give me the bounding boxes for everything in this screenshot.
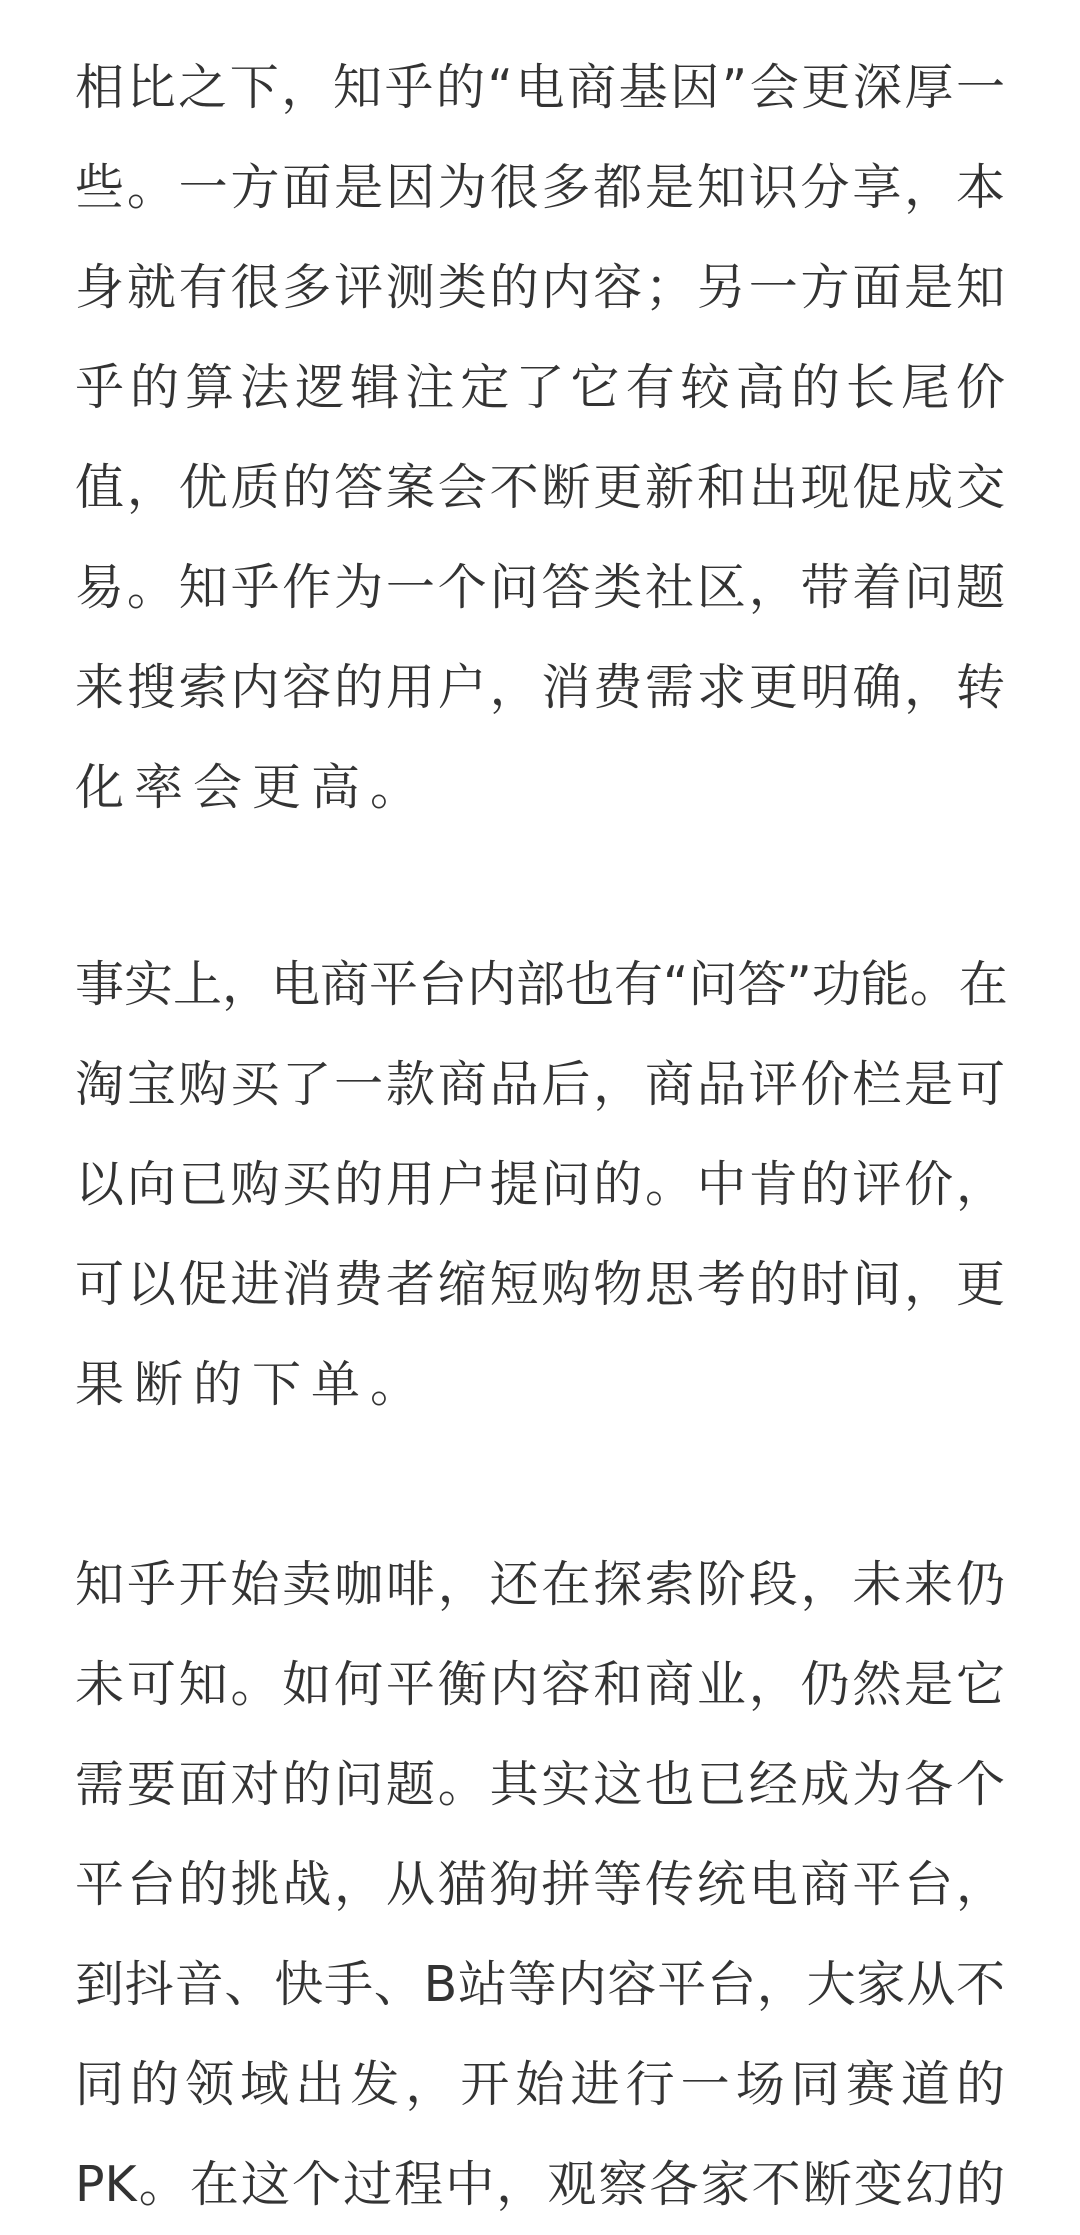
text-line: 果断的下单。 bbox=[75, 1356, 430, 1413]
text-line: 事实上，电商平台内部也有“问答”功能。在 bbox=[75, 956, 1008, 1013]
text-line: 身就有很多评测类的内容；另一方面是知 bbox=[75, 259, 1005, 316]
text-line: 易。知乎作为一个问答类社区，带着问题 bbox=[75, 559, 1005, 616]
text-line: 乎的算法逻辑注定了它有较高的长尾价 bbox=[75, 359, 1005, 416]
text-line: 相比之下，知乎的“电商基因”会更深厚一 bbox=[75, 59, 1005, 116]
text-line: 些。一方面是因为很多都是知识分享，本 bbox=[75, 159, 1005, 216]
text-line: PK。在这个过程中，观察各家不断变幻的 bbox=[75, 2156, 1005, 2213]
text-line: 到抖音、快手、B站等内容平台，大家从不 bbox=[75, 1956, 1005, 2013]
text-line: 以向已购买的用户提问的。中肯的评价， bbox=[75, 1156, 1005, 1213]
text-line: 值，优质的答案会不断更新和出现促成交 bbox=[75, 459, 1005, 516]
text-line: 可以促进消费者缩短购物思考的时间，更 bbox=[75, 1256, 1005, 1313]
text-line: 需要面对的问题。其实这也已经成为各个 bbox=[75, 1756, 1005, 1813]
text-line: 同的领域出发，开始进行一场同赛道的 bbox=[75, 2056, 1005, 2113]
text-line: 来搜索内容的用户，消费需求更明确，转 bbox=[75, 659, 1005, 716]
text-line: 平台的挑战，从猫狗拼等传统电商平台， bbox=[75, 1856, 1005, 1913]
text-line: 知乎开始卖咖啡，还在探索阶段，未来仍 bbox=[75, 1556, 1005, 1613]
text-line: 化率会更高。 bbox=[75, 759, 430, 816]
text-line: 未可知。如何平衡内容和商业，仍然是它 bbox=[75, 1656, 1005, 1713]
text-line: 淘宝购买了一款商品后，商品评价栏是可 bbox=[75, 1056, 1005, 1113]
